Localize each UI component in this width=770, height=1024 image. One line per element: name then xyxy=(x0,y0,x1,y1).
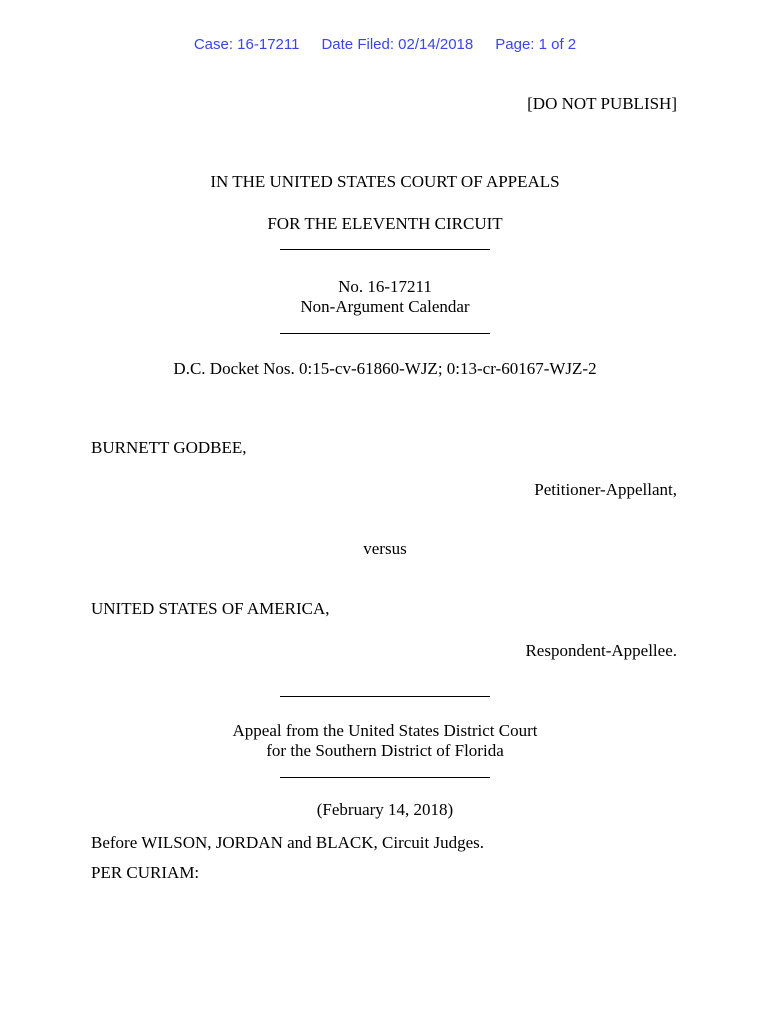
respondent-role: Respondent-Appellee. xyxy=(525,641,677,660)
petitioner-role: Petitioner-Appellant, xyxy=(534,480,677,499)
publish-note: [DO NOT PUBLISH] xyxy=(527,94,677,113)
per-curiam-heading: PER CURIAM: xyxy=(91,863,200,882)
case-number-stamp: Case: 16-17211 xyxy=(193,36,300,53)
appeal-origin-line1: Appeal from the United States District Court xyxy=(232,721,538,740)
versus-label: versus xyxy=(363,539,407,558)
decision-date: (February 14, 2018) xyxy=(316,800,454,819)
divider-rule xyxy=(280,249,490,250)
divider-rule xyxy=(280,777,490,778)
appeal-origin-line2: for the Southern District of Florida xyxy=(266,741,504,760)
court-name: IN THE UNITED STATES COURT OF APPEALS xyxy=(210,172,560,191)
case-number: No. 16-17211 xyxy=(338,277,432,296)
calendar-type: Non-Argument Calendar xyxy=(300,297,470,316)
docket-numbers: D.C. Docket Nos. 0:15-cv-61860-WJZ; 0:13-cr-60167-WJZ-2 xyxy=(173,359,597,378)
divider-rule xyxy=(280,333,490,334)
circuit-name: FOR THE ELEVENTH CIRCUIT xyxy=(267,214,503,233)
page-count-stamp: Page: 1 of 2 xyxy=(495,36,577,53)
respondent-name: UNITED STATES OF AMERICA, xyxy=(91,599,330,618)
filing-stamp xyxy=(0,36,770,53)
date-filed-stamp: Date Filed: 02/14/2018 xyxy=(321,36,474,53)
petitioner-name: BURNETT GODBEE, xyxy=(91,438,247,457)
divider-rule xyxy=(280,696,490,697)
judicial-panel: Before WILSON, JORDAN and BLACK, Circuit Judges. xyxy=(91,833,485,852)
